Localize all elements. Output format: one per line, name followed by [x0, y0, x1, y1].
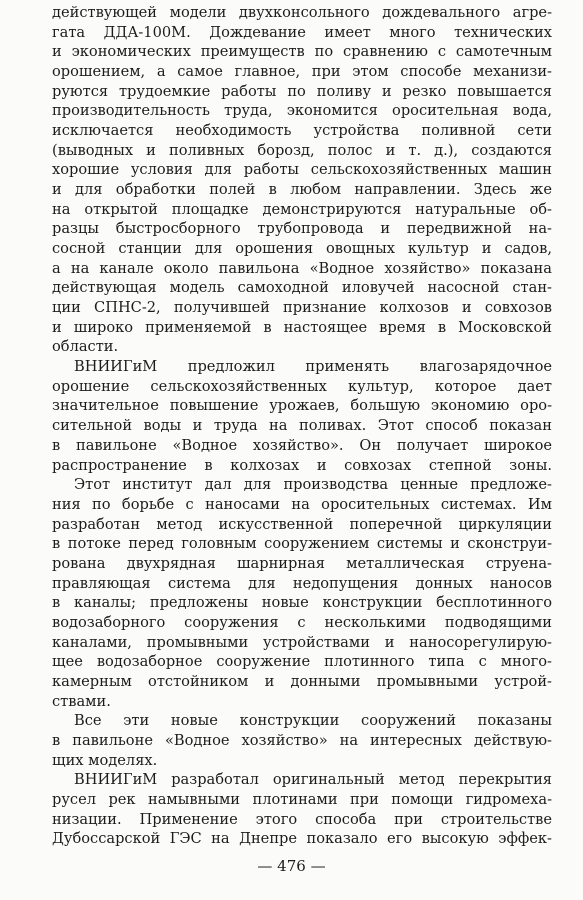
text-line: ции СПНС-2, получившей признание колхозов и совхозов	[52, 299, 552, 317]
text-line: разработан метод искусственной поперечной циркуляции	[52, 515, 552, 533]
text-line: и для обработки полей в любом направлении. Здесь же	[52, 181, 552, 199]
text-line: орошением, а самое главное, при этом способе механизи-	[52, 63, 552, 81]
text-line: (выводных и поливных борозд, полос и т. д.), создаются	[52, 141, 552, 159]
page-number: — 476 —	[257, 857, 326, 875]
text-line: действующей модели двухконсольного дождевального агре-	[52, 4, 552, 21]
text-line: орошение сельскохозяйственных культур, которое дает	[52, 377, 552, 395]
text-line: ния по борьбе с наносами на оросительных системах. Им	[52, 495, 552, 513]
text-line: производительность труда, экономится оросительная вода,	[52, 102, 552, 120]
text-line: рована двухрядная шарнирная металлическая струена-	[52, 554, 552, 572]
text-line: значительное повышение урожаев, большую экономию оро-	[52, 397, 552, 415]
text-line: правляющая система для недопущения донных наносов	[52, 574, 552, 592]
text-line: на открытой площадке демонстрируются натуральные об-	[52, 200, 552, 218]
text-line: распространение в колхозах и совхозах степной зоны.	[52, 456, 552, 474]
text-line: низации. Применение этого способа при строительстве	[52, 810, 552, 828]
text-line: сительной воды и труда на поливах. Этот способ показан	[52, 417, 552, 435]
text-line: в павильоне «Водное хозяйство» на интересных действую-	[52, 731, 552, 749]
text-line: разцы быстросборного трубопровода и передвижной на-	[52, 220, 552, 238]
text-line: русел рек намывными плотинами при помощи гидромеха-	[52, 790, 552, 808]
text-line: и экономических преимуществ по сравнению с самотечным	[52, 43, 552, 61]
text-line: водозаборного сооружения с несколькими подводящими	[52, 613, 552, 631]
text-line: ВНИИГиМ разработал оригинальный метод перекрытия	[74, 771, 552, 789]
text-line: в павильоне «Водное хозяйство». Он получает широкое	[52, 436, 552, 454]
text-line: действующая модель самоходной иловучей насосной стан-	[52, 279, 552, 297]
text-line: гата ДДА-100М. Дождевание имеет много технических	[52, 23, 552, 41]
text-line: области.	[52, 338, 119, 356]
text-line: ствами.	[52, 692, 111, 710]
text-line: в потоке перед головным сооружением системы и сконструи-	[52, 535, 552, 553]
text-line: Дубоссарской ГЭС на Днепре показало его высокую эффек-	[52, 830, 552, 848]
text-line: хорошие условия для работы сельскохозяйственных машин	[52, 161, 552, 179]
text-line: исключается необходимость устройства поливной сети	[52, 122, 552, 140]
text-line: щее водозаборное сооружение плотинного типа с много-	[52, 653, 552, 671]
text-line: камерным отстойником и донными промывными устрой-	[52, 672, 552, 690]
text-line: а на канале около павильона «Водное хозяйство» показана	[52, 259, 552, 277]
text-line: Все эти новые конструкции сооружений показаны	[74, 712, 552, 730]
text-line: в каналы; предложены новые конструкции бесплотинного	[52, 594, 552, 612]
text-line: руются трудоемкие работы по поливу и резко повышается	[52, 82, 552, 100]
text-line: каналами, промывными устройствами и наносорегулирую-	[52, 633, 552, 651]
text-line: Этот институт дал для производства ценные предложе-	[74, 476, 552, 494]
text-line: и широко применяемой в настоящее время в Московской	[52, 318, 552, 336]
text-line: сосной станции для орошения овощных культур и садов,	[52, 240, 552, 258]
text-line: щих моделях.	[52, 751, 158, 769]
text-line: ВНИИГиМ предложил применять влагозарядочное	[74, 358, 552, 376]
